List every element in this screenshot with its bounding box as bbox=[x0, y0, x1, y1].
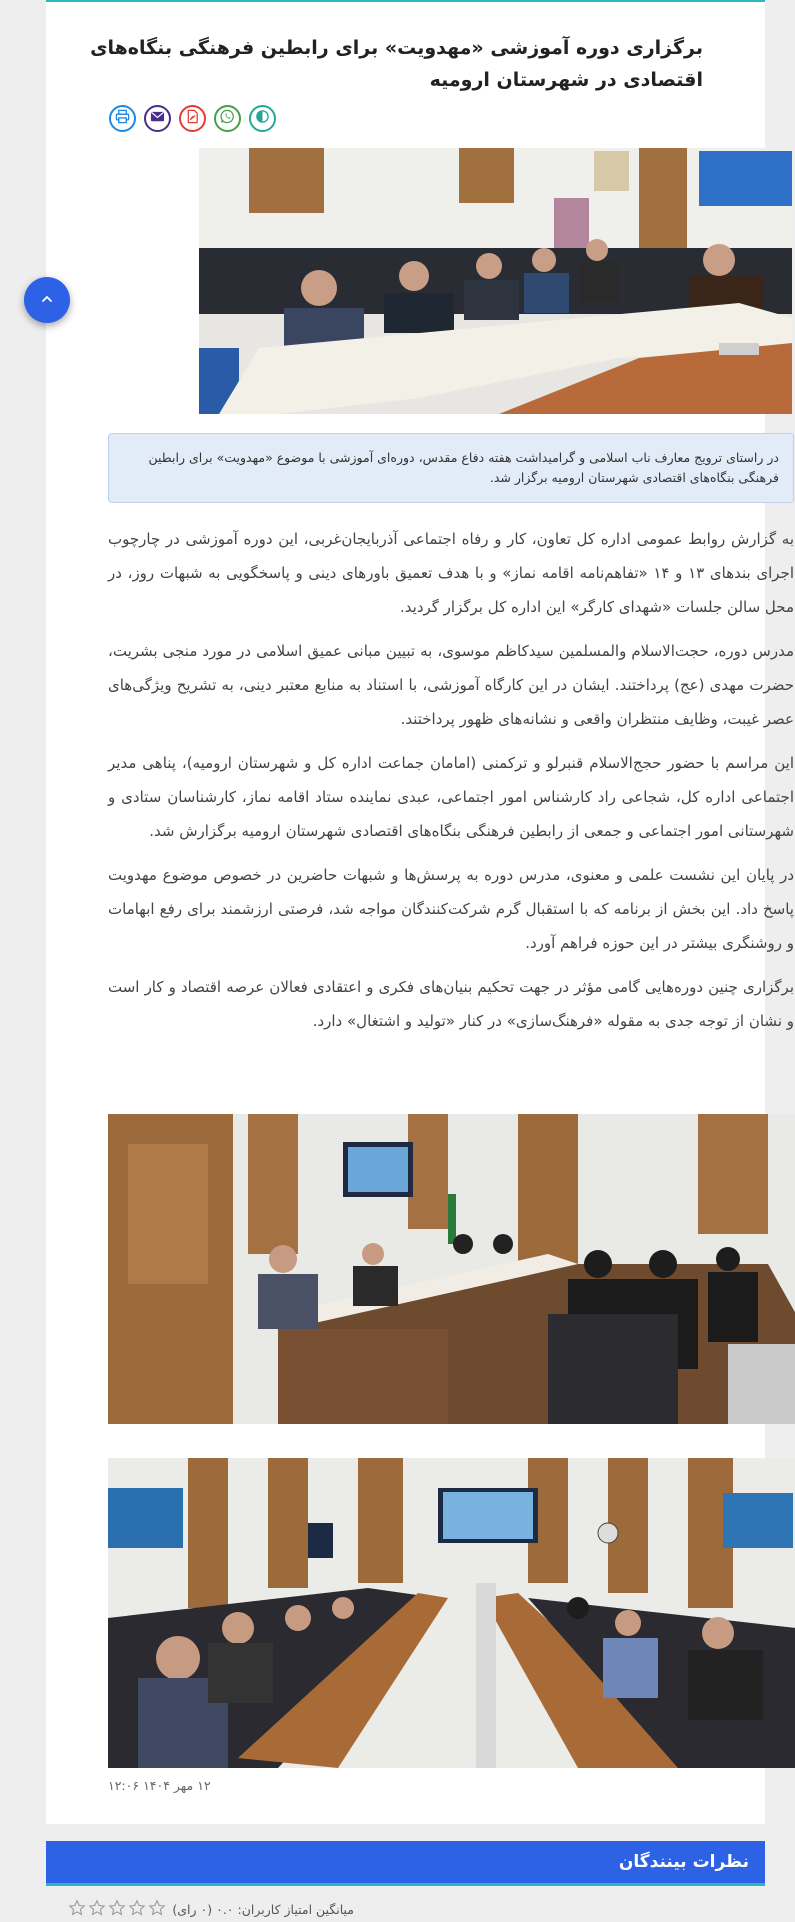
main-photo bbox=[199, 148, 792, 414]
star-icon[interactable] bbox=[88, 1899, 106, 1920]
star-icon[interactable] bbox=[108, 1899, 126, 1920]
publish-date: ۱۲ مهر ۱۴۰۴ ۱۲:۰۶ bbox=[108, 1778, 211, 1793]
comments-title: نظرات بینندگان bbox=[618, 1852, 749, 1872]
star-icon[interactable] bbox=[68, 1899, 86, 1920]
pdf-icon bbox=[185, 109, 200, 128]
paragraph: به گزارش روابط عمومی اداره کل تعاون، کار و رفاه اجتماعی آذربایجان‌غربی، این دوره آموزشی در چارچوب اجرای بندهای ۱۳ و ۱۴ «تفاهم‌نامه اقامه نماز» و با هدف تعمیق باورهای دینی و پاسخگویی به شبهات روز، در محل سالن جلسات «شهدای کارگر» این اداره کل برگزار گردید. bbox=[108, 530, 794, 616]
rating-label: میانگین امتیاز کاربران: ۰.۰ (۰ رای) bbox=[172, 1901, 354, 1917]
gallery-photo bbox=[108, 1458, 795, 1768]
comments-header bbox=[46, 1841, 765, 1886]
print-icon bbox=[115, 109, 130, 128]
article-title: برگزاری دوره آموزشی «مهدویت» برای رابطین فرهنگی بنگاه‌های اقتصادی در شهرستان ارومیه bbox=[90, 37, 703, 91]
gallery-photo bbox=[108, 1114, 795, 1424]
star-icon[interactable] bbox=[148, 1899, 166, 1920]
paragraph: این مراسم با حضور حجج‌الاسلام قنبرلو و ترکمنی (امامان جماعت اداره کل و شهرستان ارومیه)، پناهی مدیر اجتماعی اداره کل، شجاعی راد کارشناس امور اجتماعی، عبدی نماینده ستاد اقامه نماز، کارشناسان ستادی و شهرستانی امور اجتماعی و جمعی از رابطین فرهنگی بنگاه‌های اقتصادی شهرستان ارومیه برگزارش شد. bbox=[108, 754, 794, 840]
back-to-top-button[interactable] bbox=[24, 277, 70, 323]
rating-summary bbox=[64, 1898, 354, 1920]
print-button[interactable] bbox=[109, 105, 136, 132]
pdf-button[interactable] bbox=[179, 105, 206, 132]
rating-stars[interactable] bbox=[68, 1899, 166, 1920]
paragraph: در پایان این نشست علمی و معنوی، مدرس دوره به پرسش‌ها و شبهات حاضرین در خصوص موضوع مهدویت پاسخ داد. این بخش از برنامه که با استقبال گرم شرکت‌کنندگان مواجه شد، فرصتی ارزشمند برای رفع ابهامات و روشنگری بیشتر در این حوزه فراهم آورد. bbox=[108, 866, 794, 952]
email-icon bbox=[150, 109, 165, 128]
email-button[interactable] bbox=[144, 105, 171, 132]
paragraph: برگزاری چنین دوره‌هایی گامی مؤثر در جهت تحکیم بنیان‌های فکری و اعتقادی فعالان عرصه اقتصاد و کار است و نشان از توجه جدی به مقوله «فرهنگ‌سازی» در کنار «تولید و اشتغال» دارد. bbox=[108, 978, 794, 1030]
article-body bbox=[108, 522, 794, 1048]
star-icon[interactable] bbox=[128, 1899, 146, 1920]
share-toolbar bbox=[109, 105, 276, 132]
article-card bbox=[46, 0, 794, 1824]
whatsapp-button[interactable] bbox=[214, 105, 241, 132]
contrast-icon bbox=[255, 109, 270, 128]
chevron-up-icon bbox=[40, 291, 54, 310]
article-summary: در راستای ترویج معارف ناب اسلامی و گرامیداشت هفته دفاع مقدس، دوره‌ای آموزشی با موضوع «مهدویت» برای رابطین فرهنگی بنگاه‌های اقتصادی شهرستان ارومیه برگزار شد. bbox=[108, 433, 794, 503]
whatsapp-icon bbox=[220, 109, 235, 128]
contrast-button[interactable] bbox=[249, 105, 276, 132]
paragraph: مدرس دوره، حجت‌الاسلام والمسلمین سیدکاظم موسوی، به تبیین مبانی عمیق اسلامی در مورد منجی بشریت، حضرت مهدی (عج) پرداختند. ایشان در این کارگاه آموزشی، با استناد به منابع معتبر دینی، به تشریح ویژگی‌های عصر غیبت، وظایف منتظران واقعی و نشانه‌های ظهور پرداختند. bbox=[108, 642, 794, 728]
